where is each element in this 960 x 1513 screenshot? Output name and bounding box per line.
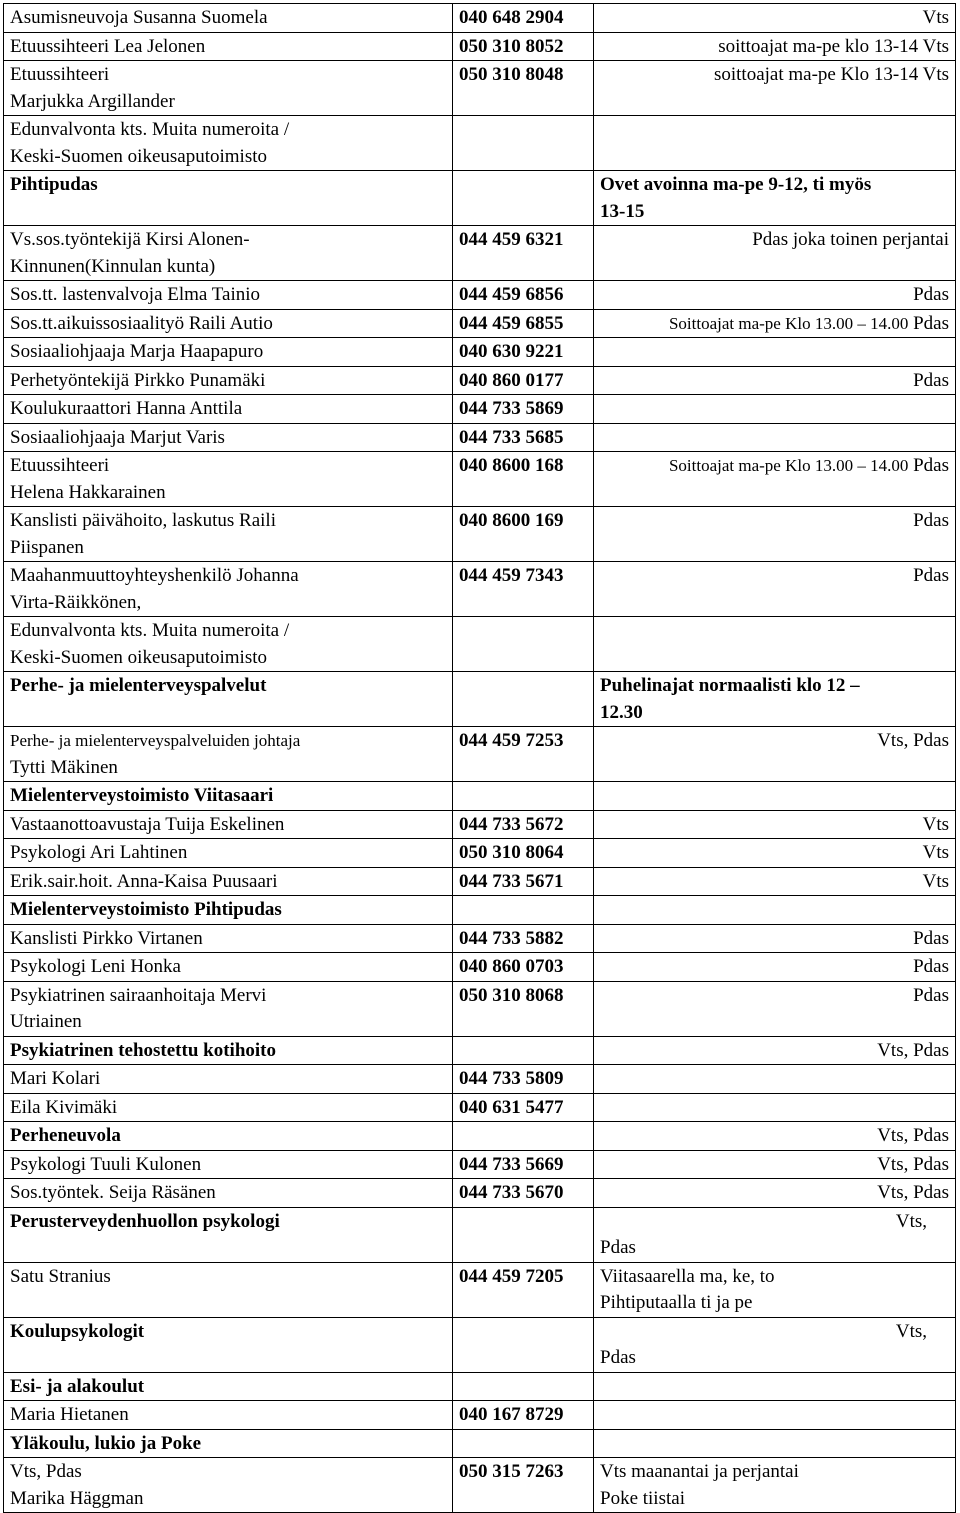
table-row [4,727,956,782]
location-label: Pdas [913,455,949,476]
location-label: Pdas [600,1347,636,1368]
availability-note: Vts, Pdas [594,1150,956,1179]
availability-note: Pdas [594,366,956,395]
availability-note [594,423,956,452]
phone-number: 044 459 7253 [453,727,594,782]
section-heading: Perusterveydenhuollon psykologi [4,1207,453,1262]
table-row [4,116,956,171]
contact-name: Etuussihteeri Marjukka Argillander [4,61,453,116]
availability-note [594,1065,956,1094]
table-row [4,338,956,367]
section-heading: Perheneuvola [4,1122,453,1151]
phone-number [453,1429,594,1458]
table-row [4,366,956,395]
availability-note: Pdas [594,924,956,953]
reference-note: Edunvalvonta kts. Muita numeroita / Keski-Suomen oikeusaputoimisto [4,116,453,171]
table-row [4,507,956,562]
availability-note: Vts, Pdas [594,1179,956,1208]
phone-number: 050 310 8052 [453,32,594,61]
phone-number: 044 733 5671 [453,867,594,896]
phone-number: 044 733 5669 [453,1150,594,1179]
table-row [4,61,956,116]
availability-note: Pdas [594,953,956,982]
table-row [4,281,956,310]
phone-number: 040 648 2904 [453,4,594,33]
availability-note [594,1429,956,1458]
phone-number: 050 310 8068 [453,981,594,1036]
contact-name: Sosiaaliohjaaja Marja Haapapuro [4,338,453,367]
availability-note: soittoajat ma-pe Klo 13-14 Vts [594,61,956,116]
table-row [4,1150,956,1179]
location-label: Pdas [600,1237,636,1258]
contact-name: Satu Stranius [4,1262,453,1317]
phone-number [453,1122,594,1151]
availability-note: Vts, Pdas [594,1036,956,1065]
phone-number: 040 860 0177 [453,366,594,395]
availability-note [594,782,956,811]
availability-note [594,452,956,507]
table-row [4,1317,956,1372]
table-row [4,395,956,424]
contact-name: Psykologi Leni Honka [4,953,453,982]
availability-note: soittoajat ma-pe klo 13-14 Vts [594,32,956,61]
contact-name: Etuussihteeri Lea Jelonen [4,32,453,61]
phone-number [453,782,594,811]
section-heading: Pihtipudas [4,171,453,226]
phone-number: 040 631 5477 [453,1093,594,1122]
table-row [4,4,956,33]
phone-number: 044 459 7205 [453,1262,594,1317]
phone-number [453,1372,594,1401]
contact-name: Perhetyöntekijä Pirkko Punamäki [4,366,453,395]
section-heading: Mielenterveystoimisto Viitasaari [4,782,453,811]
contact-name: Vastaanottoavustaja Tuija Eskelinen [4,810,453,839]
table-row [4,896,956,925]
call-hours-note: Soittoajat ma-pe Klo 13.00 – 14.00 [668,313,909,333]
availability-note: Vts maanantai ja perjantai Poke tiistai [594,1458,956,1513]
reference-note: Edunvalvonta kts. Muita numeroita / Keski-Suomen oikeusaputoimisto [4,617,453,672]
phone-hours: Puhelinajat normaalisti klo 12 – 12.30 [594,672,956,727]
table-row [4,1065,956,1094]
location-label: Pdas [913,312,949,334]
location-label: Vts, [895,1210,927,1232]
phone-number: 040 630 9221 [453,338,594,367]
phone-number: 050 310 8048 [453,61,594,116]
availability-note [594,1317,956,1372]
contact-name: Vts, Pdas Marika Häggman [4,1458,453,1513]
contact-name: Psykologi Ari Lahtinen [4,839,453,868]
table-row [4,1262,956,1317]
phone-number [453,1036,594,1065]
availability-note: Vts [594,810,956,839]
phone-number: 044 733 5882 [453,924,594,953]
availability-note: Pdas joka toinen perjantai [594,226,956,281]
phone-number: 044 459 6855 [453,309,594,338]
contact-name: Sos.tt. lastenvalvoja Elma Tainio [4,281,453,310]
contact-name: Sos.työntek. Seija Räsänen [4,1179,453,1208]
availability-note: Vts [594,839,956,868]
availability-note: Vts, Pdas [594,727,956,782]
section-heading: Perhe- ja mielenterveyspalvelut [4,672,453,727]
table-row [4,309,956,338]
section-heading: Koulupsykologit [4,1317,453,1372]
availability-note [594,338,956,367]
phone-number: 044 733 5809 [453,1065,594,1094]
contact-name: Asumisneuvoja Susanna Suomela [4,4,453,33]
table-row [4,1372,956,1401]
table-row [4,32,956,61]
table-row [4,924,956,953]
contact-name [4,727,453,782]
availability-note [594,1093,956,1122]
table-row [4,867,956,896]
location-label: Vts, [895,1320,927,1342]
availability-note [594,1372,956,1401]
table-row [4,810,956,839]
table-row [4,1179,956,1208]
contact-name: Vs.sos.työntekijä Kirsi Alonen- Kinnunen(Kinnulan kunta) [4,226,453,281]
contact-name: Kanslisti Pirkko Virtanen [4,924,453,953]
table-row [4,1093,956,1122]
phone-number [453,672,594,727]
contact-name: Maahanmuuttoyhteyshenkilö Johanna Virta-Räikkönen, [4,562,453,617]
phone-number: 050 315 7263 [453,1458,594,1513]
phone-number: 044 733 5869 [453,395,594,424]
phone-number [453,1207,594,1262]
section-heading: Yläkoulu, lukio ja Poke [4,1429,453,1458]
phone-number: 040 8600 168 [453,452,594,507]
availability-note [594,896,956,925]
contact-name: Maria Hietanen [4,1401,453,1430]
contact-name: Psykologi Tuuli Kulonen [4,1150,453,1179]
phone-number [453,896,594,925]
phone-number: 050 310 8064 [453,839,594,868]
table-row [4,617,956,672]
table-row [4,226,956,281]
call-hours-note: Soittoajat ma-pe Klo 13.00 – 14.00 [668,456,909,475]
availability-note: Pdas [594,507,956,562]
contact-name: Eila Kivimäki [4,1093,453,1122]
table-row [4,1207,956,1262]
phone-number: 044 733 5670 [453,1179,594,1208]
table-row [4,562,956,617]
contact-name: Mari Kolari [4,1065,453,1094]
contact-name: Etuussihteeri Helena Hakkarainen [4,452,453,507]
section-heading: Esi- ja alakoulut [4,1372,453,1401]
section-heading: Psykiatrinen tehostettu kotihoito [4,1036,453,1065]
table-row [4,423,956,452]
availability-note: Vts [594,4,956,33]
section-heading: Mielenterveystoimisto Pihtipudas [4,896,453,925]
person-name: Tytti Mäkinen [10,756,118,778]
phone-number: 044 459 7343 [453,562,594,617]
table-row [4,782,956,811]
table-row [4,1401,956,1430]
availability-note: Pdas [594,981,956,1036]
availability-note [594,1401,956,1430]
phone-number [453,1317,594,1372]
phone-number [453,617,594,672]
table-row [4,953,956,982]
availability-note [594,309,956,338]
contact-name: Kanslisti päivähoito, laskutus Raili Piispanen [4,507,453,562]
phone-number: 040 8600 169 [453,507,594,562]
contact-name: Sosiaaliohjaaja Marjut Varis [4,423,453,452]
phone-number: 040 167 8729 [453,1401,594,1430]
opening-hours: Ovet avoinna ma-pe 9-12, ti myös 13-15 [594,171,956,226]
phone-number: 044 459 6856 [453,281,594,310]
phone-number: 040 860 0703 [453,953,594,982]
contact-name: Psykiatrinen sairaanhoitaja Mervi Utriainen [4,981,453,1036]
table-row [4,1036,956,1065]
availability-note: Pdas [594,562,956,617]
contact-table [3,3,956,1513]
availability-note [594,116,956,171]
contact-name: Sos.tt.aikuissosiaalityö Raili Autio [4,309,453,338]
phone-number: 044 733 5685 [453,423,594,452]
table-row [4,839,956,868]
table-row [4,672,956,727]
availability-note: Vts, Pdas [594,1122,956,1151]
availability-note [594,617,956,672]
contact-name: Koulukuraattori Hanna Anttila [4,395,453,424]
table-row [4,981,956,1036]
job-title: Perhe- ja mielenterveyspalveluiden johtaja [10,731,301,750]
phone-number [453,171,594,226]
availability-note: Viitasaarella ma, ke, to Pihtiputaalla ti ja pe [594,1262,956,1317]
phone-number [453,116,594,171]
table-row [4,1429,956,1458]
phone-number: 044 733 5672 [453,810,594,839]
availability-note [594,1207,956,1262]
phone-number: 044 459 6321 [453,226,594,281]
availability-note: Vts [594,867,956,896]
table-row [4,171,956,226]
table-row [4,1458,956,1513]
availability-note [594,395,956,424]
contact-name: Erik.sair.hoit. Anna-Kaisa Puusaari [4,867,453,896]
table-row [4,452,956,507]
table-row [4,1122,956,1151]
availability-note: Pdas [594,281,956,310]
